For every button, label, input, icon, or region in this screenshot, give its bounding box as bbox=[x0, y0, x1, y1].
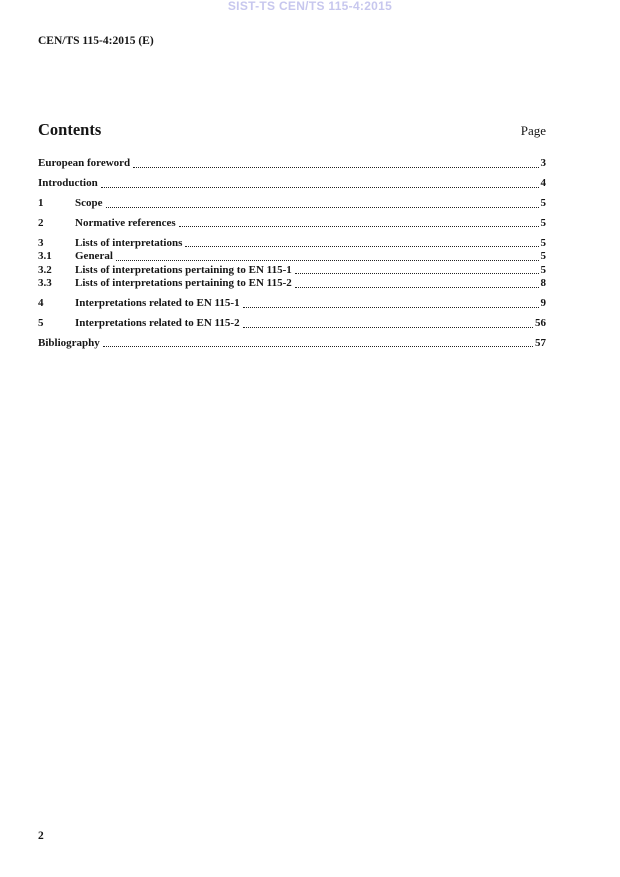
toc-leader-dots bbox=[101, 187, 539, 188]
toc-entry bbox=[38, 250, 546, 263]
toc-entry-number: 5 bbox=[38, 316, 44, 329]
toc-entry-title: Lists of interpretations bbox=[75, 236, 183, 249]
toc-entry-title: Lists of interpretations pertaining to EN 115-2 bbox=[75, 276, 292, 289]
toc-entry-page: 5 bbox=[540, 196, 546, 209]
contents-heading: Contents bbox=[38, 120, 102, 139]
toc-entry-title: Normative references bbox=[75, 216, 176, 229]
toc-entry-page: 57 bbox=[535, 336, 546, 349]
toc-entry bbox=[38, 157, 546, 170]
toc-entry-page: 8 bbox=[540, 276, 546, 289]
footer-page-number: 2 bbox=[38, 830, 44, 842]
toc-entry-number: 3 bbox=[38, 236, 44, 249]
toc-entry bbox=[38, 297, 546, 310]
toc-leader-dots bbox=[185, 246, 538, 247]
toc-leader-dots bbox=[133, 167, 538, 168]
toc-entry bbox=[38, 217, 546, 230]
toc-entry bbox=[38, 177, 546, 190]
toc-entry-number: 3.2 bbox=[38, 263, 52, 276]
table-of-contents bbox=[38, 157, 546, 350]
toc-leader-dots bbox=[103, 346, 533, 347]
toc-leader-dots bbox=[243, 327, 533, 328]
toc-leader-dots bbox=[116, 260, 539, 261]
page-column-label: Page bbox=[520, 123, 546, 138]
toc-entry-page: 56 bbox=[535, 316, 546, 329]
toc-leader-dots bbox=[295, 287, 539, 288]
toc-leader-dots bbox=[106, 207, 539, 208]
toc-entry-page: 5 bbox=[540, 216, 546, 229]
toc-leader-dots bbox=[179, 226, 539, 227]
toc-entry-title: Interpretations related to EN 115-1 bbox=[75, 296, 240, 309]
toc-entry-title: Scope bbox=[75, 196, 103, 209]
toc-entry-number: 3.1 bbox=[38, 250, 52, 263]
toc-entry-title: European foreword bbox=[38, 157, 131, 169]
toc-entry-page: 4 bbox=[540, 176, 546, 189]
toc-leader-dots bbox=[243, 307, 539, 308]
toc-entry bbox=[38, 197, 546, 210]
toc-entry-page: 9 bbox=[540, 296, 546, 309]
toc-entry-page: 5 bbox=[540, 263, 546, 276]
toc-entry-title: General bbox=[75, 250, 113, 263]
toc-entry-number: 4 bbox=[38, 296, 44, 309]
toc-entry-number: 3.3 bbox=[38, 276, 52, 289]
toc-entry-page: 5 bbox=[540, 236, 546, 249]
toc-entry bbox=[38, 264, 546, 277]
toc-entry-number: 1 bbox=[38, 196, 44, 209]
toc-entry bbox=[38, 337, 546, 350]
toc-leader-dots bbox=[295, 273, 539, 274]
contents-header bbox=[38, 119, 546, 140]
toc-entry bbox=[38, 317, 546, 330]
watermark-text: SIST-TS CEN/TS 115-4:2015 bbox=[227, 0, 393, 13]
toc-entry-title: Introduction bbox=[38, 176, 98, 189]
document-reference: CEN/TS 115-4:2015 (E) bbox=[38, 35, 154, 47]
toc-entry-page: 5 bbox=[540, 250, 546, 263]
toc-entry bbox=[38, 277, 546, 290]
toc-entry bbox=[38, 237, 546, 250]
toc-entry-number: 2 bbox=[38, 216, 44, 229]
toc-entry-title: Bibliography bbox=[38, 336, 100, 349]
toc-entry-page: 3 bbox=[540, 157, 546, 169]
toc-entry-title: Lists of interpretations pertaining to EN 115-1 bbox=[75, 263, 292, 276]
toc-entry-title: Interpretations related to EN 115-2 bbox=[75, 316, 240, 329]
